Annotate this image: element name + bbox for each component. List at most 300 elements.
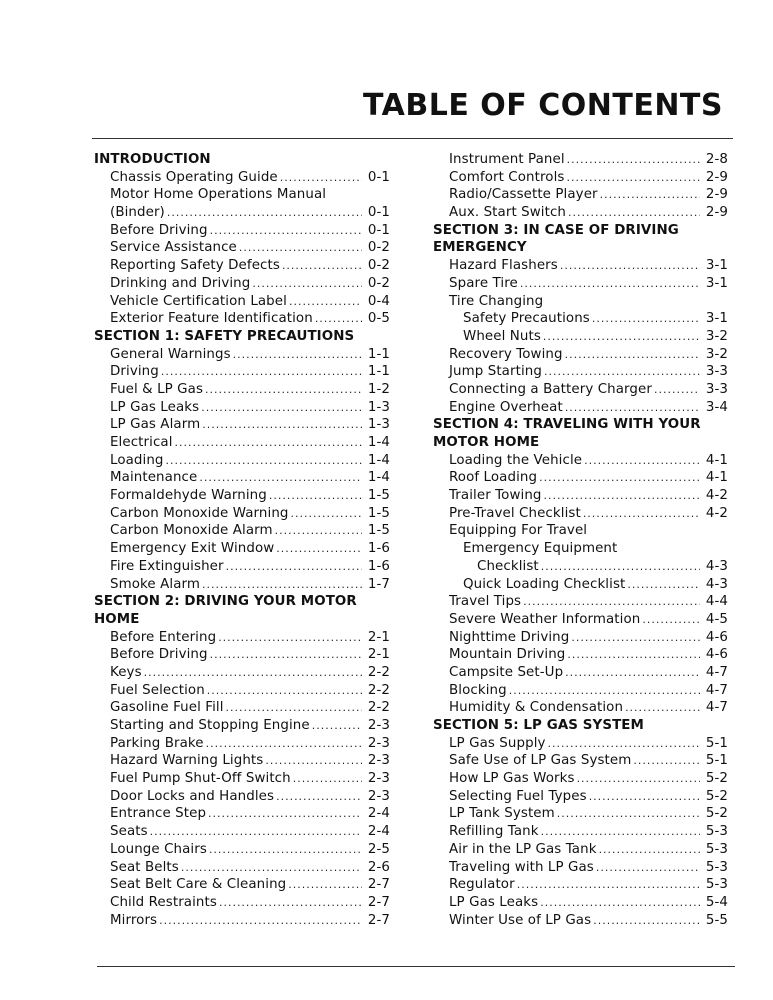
- toc-page-number: 1-6: [367, 541, 390, 557]
- toc-entry: [94, 346, 390, 364]
- toc-entry: [433, 593, 728, 611]
- toc-leader-dots: [291, 505, 362, 523]
- toc-page-number: 2-4: [367, 824, 390, 840]
- toc-entry-label: SECTION 4: TRAVELING WITH YOUR: [433, 417, 701, 433]
- toc-page-number: 1-5: [367, 488, 390, 504]
- toc-entry-label: Loading: [110, 452, 164, 468]
- page-title: TABLE OF CONTENTS: [363, 88, 723, 123]
- toc-page-number: 2-9: [705, 205, 728, 221]
- toc-entry-label: Trailer Towing: [449, 488, 542, 504]
- toc-page-number: 1-5: [367, 523, 390, 539]
- toc-leader-dots: [568, 204, 700, 222]
- toc-section-heading: [94, 151, 390, 169]
- toc-leader-dots: [282, 257, 362, 275]
- toc-entry: [94, 434, 390, 452]
- toc-leader-dots: [543, 328, 700, 346]
- toc-page-number: 4-2: [705, 488, 728, 504]
- toc-entry-label: Entrance Step: [110, 806, 207, 822]
- toc-leader-dots: [642, 611, 700, 629]
- toc-entry: [433, 505, 728, 523]
- toc-entry-label: Door Locks and Handles: [110, 788, 275, 804]
- toc-leader-dots: [207, 682, 362, 700]
- toc-entry: [433, 805, 728, 823]
- toc-entry-label: LP Tank System: [449, 806, 555, 822]
- toc-page-number: 3-2: [705, 346, 728, 362]
- toc-entry: [433, 469, 728, 487]
- toc-entry: [433, 186, 728, 204]
- toc-entry: [94, 646, 390, 664]
- toc-page-number: 2-4: [367, 806, 390, 822]
- toc-entry-label: Jump Starting: [449, 364, 542, 380]
- toc-entry-label: Engine Overheat: [449, 399, 563, 415]
- toc-page-number: 2-3: [367, 788, 390, 804]
- toc-leader-dots: [600, 186, 700, 204]
- toc-entry-label: Wheel Nuts: [463, 328, 541, 344]
- toc-entry-label: Severe Weather Information: [449, 611, 641, 627]
- toc-page-number: 0-1: [367, 169, 390, 185]
- toc-entry: [94, 186, 390, 204]
- toc-leader-dots: [166, 452, 362, 470]
- toc-page-number: 4-7: [705, 664, 728, 680]
- toc-leader-dots: [517, 876, 700, 894]
- toc-entry: [433, 823, 728, 841]
- toc-entry-label: EMERGENCY: [433, 240, 527, 256]
- toc-page-number: 3-1: [705, 258, 728, 274]
- toc-page-number: 4-6: [705, 629, 728, 645]
- toc-entry-label: Before Entering: [110, 629, 217, 645]
- toc-entry: [94, 257, 390, 275]
- toc-entry-label: Air in the LP Gas Tank: [449, 841, 597, 857]
- toc-section-heading: [433, 239, 728, 257]
- toc-entry: [94, 770, 390, 788]
- toc-page-number: 2-7: [367, 912, 390, 928]
- toc-leader-dots: [596, 859, 700, 877]
- toc-entry-label: Pre-Travel Checklist: [449, 505, 581, 521]
- toc-leader-dots: [181, 859, 362, 877]
- toc-entry-label: Equipping For Travel: [449, 523, 588, 539]
- toc-entry: [433, 682, 728, 700]
- toc-entry: [94, 487, 390, 505]
- toc-page-number: 5-3: [705, 824, 728, 840]
- toc-entry-label: How LP Gas Works: [449, 771, 575, 787]
- toc-leader-dots: [218, 629, 362, 647]
- toc-page-number: 3-3: [705, 364, 728, 380]
- toc-page-number: 2-9: [705, 187, 728, 203]
- toc-entry-label: LP Gas Leaks: [110, 399, 200, 415]
- toc-leader-dots: [593, 912, 700, 930]
- toc-entry-label: Seat Belts: [110, 859, 179, 875]
- toc-leader-dots: [625, 699, 700, 717]
- toc-entry-label: Checklist: [477, 558, 539, 574]
- toc-entry: [433, 487, 728, 505]
- toc-entry: [433, 328, 728, 346]
- toc-entry-label: Selecting Fuel Types: [449, 788, 587, 804]
- toc-page-number: 2-1: [367, 647, 390, 663]
- toc-leader-dots: [548, 735, 700, 753]
- toc-page-number: 1-5: [367, 505, 390, 521]
- toc-entry-label: SECTION 2: DRIVING YOUR MOTOR: [94, 594, 357, 610]
- toc-entry-label: Blocking: [449, 682, 507, 698]
- toc-entry: [433, 558, 728, 576]
- toc-leader-dots: [144, 664, 362, 682]
- toc-entry-label: Smoke Alarm: [110, 576, 201, 592]
- toc-leader-dots: [633, 752, 700, 770]
- toc-leader-dots: [540, 894, 700, 912]
- toc-entry-label: Electrical: [110, 435, 173, 450]
- toc-entry-label: Connecting a Battery Charger: [449, 381, 652, 397]
- toc-leader-dots: [565, 399, 700, 417]
- toc-entry-label: Quick Loading Checklist: [463, 576, 626, 592]
- toc-page-number: 1-3: [367, 399, 390, 415]
- toc-leader-dots: [565, 664, 700, 682]
- toc-entry-label: Aux. Start Switch: [449, 205, 567, 221]
- toc-entry-label: Exterior Feature Identification: [110, 311, 313, 327]
- toc-entry: [94, 222, 390, 240]
- toc-page-number: 3-2: [705, 328, 728, 344]
- toc-entry: [433, 399, 728, 417]
- toc-leader-dots: [541, 558, 700, 576]
- toc-entry-label: Safety Precautions: [463, 311, 590, 327]
- toc-leader-dots: [275, 522, 362, 540]
- toc-entry-label: Carbon Monoxide Alarm: [110, 523, 273, 539]
- toc-leader-dots: [583, 505, 700, 523]
- toc-leader-dots: [592, 310, 700, 328]
- toc-leader-dots: [567, 646, 700, 664]
- toc-page-number: 5-4: [705, 894, 728, 910]
- toc-entry: [94, 540, 390, 558]
- toc-leader-dots: [293, 770, 362, 788]
- toc-entry: [94, 876, 390, 894]
- toc-entry: [94, 735, 390, 753]
- toc-entry-label: Roof Loading: [449, 470, 538, 486]
- toc-page-number: 3-4: [705, 399, 728, 415]
- toc-entry-label: Before Driving: [110, 647, 208, 663]
- toc-page-number: 5-2: [705, 771, 728, 787]
- toc-page-number: 4-3: [705, 576, 728, 592]
- toc-page-number: 2-7: [367, 894, 390, 910]
- toc-entry: [94, 841, 390, 859]
- toc-entry: [433, 699, 728, 717]
- toc-entry: [94, 399, 390, 417]
- toc-leader-dots: [205, 381, 362, 399]
- toc-entry-label: MOTOR HOME: [433, 435, 540, 450]
- toc-entry: [94, 239, 390, 257]
- toc-leader-dots: [202, 576, 362, 594]
- toc-leader-dots: [654, 381, 700, 399]
- toc-page-number: 3-3: [705, 381, 728, 397]
- toc-leader-dots: [209, 841, 362, 859]
- toc-entry: [433, 735, 728, 753]
- toc-entry-label: Fuel & LP Gas: [110, 381, 204, 397]
- toc-entry-label: Comfort Controls: [449, 169, 565, 185]
- toc-leader-dots: [265, 752, 362, 770]
- toc-entry: [433, 381, 728, 399]
- toc-entry-label: Child Restraints: [110, 894, 217, 910]
- toc-entry: [433, 346, 728, 364]
- toc-leader-dots: [226, 699, 362, 717]
- toc-page-number: 4-1: [705, 452, 728, 468]
- toc-entry: [94, 416, 390, 434]
- toc-entry-label: Service Assistance: [110, 240, 237, 256]
- toc-entry-label: Traveling with LP Gas: [449, 859, 594, 875]
- toc-leader-dots: [557, 805, 700, 823]
- toc-entry-label: LP Gas Supply: [449, 735, 546, 751]
- toc-entry-label: Fuel Selection: [110, 682, 205, 698]
- toc-page-number: 1-3: [367, 417, 390, 433]
- toc-entry: [433, 452, 728, 470]
- toc-entry: [94, 859, 390, 877]
- toc-section-heading: [433, 222, 728, 240]
- toc-entry-label: Starting and Stopping Engine: [110, 718, 310, 733]
- toc-entry: [433, 894, 728, 912]
- toc-page-number: 0-4: [367, 293, 390, 309]
- toc-leader-dots: [520, 275, 700, 293]
- toc-page-number: 4-5: [705, 611, 728, 627]
- toc-entry: [433, 310, 728, 328]
- toc-entry-label: Reporting Safety Defects: [110, 258, 280, 274]
- toc-leader-dots: [312, 717, 362, 735]
- toc-leader-dots: [567, 151, 700, 169]
- toc-entry: [433, 169, 728, 187]
- toc-leader-dots: [210, 222, 362, 240]
- toc-entry-label: Hazard Warning Lights: [110, 753, 264, 769]
- toc-entry-label: Loading the Vehicle: [449, 452, 583, 468]
- toc-page-number: 0-2: [367, 258, 390, 274]
- toc-leader-dots: [544, 363, 700, 381]
- toc-leader-dots: [544, 487, 700, 505]
- toc-page-number: 2-2: [367, 700, 390, 716]
- toc-entry-label: Campsite Set-Up: [449, 664, 564, 680]
- top-divider: [92, 138, 733, 139]
- toc-page-number: 2-9: [705, 169, 728, 185]
- toc-section-heading: [433, 717, 728, 735]
- toc-page-number: 4-7: [705, 682, 728, 698]
- toc-leader-dots: [226, 558, 362, 576]
- toc-entry-label: Hazard Flashers: [449, 258, 558, 274]
- toc-entry-label: Emergency Equipment: [463, 541, 618, 557]
- toc-page-number: 0-2: [367, 240, 390, 256]
- toc-entry: [94, 576, 390, 594]
- toc-entry-label: Seat Belt Care & Cleaning: [110, 877, 287, 893]
- toc-entry: [433, 293, 728, 311]
- toc-leader-dots: [584, 452, 700, 470]
- toc-entry: [94, 310, 390, 328]
- toc-leader-dots: [599, 841, 700, 859]
- toc-leader-dots: [627, 576, 700, 594]
- toc-page-number: 1-4: [367, 435, 390, 450]
- toc-page-number: 1-4: [367, 452, 390, 468]
- toc-entry-label: Driving: [110, 364, 159, 380]
- toc-leader-dots: [252, 275, 362, 293]
- toc-page-number: 0-5: [367, 311, 390, 327]
- toc-page-number: 4-6: [705, 647, 728, 663]
- toc-page-number: 4-1: [705, 470, 728, 486]
- toc-page-number: 5-3: [705, 859, 728, 875]
- toc-entry-label: SECTION 5: LP GAS SYSTEM: [433, 718, 644, 733]
- toc-entry: [94, 204, 390, 222]
- toc-page-number: 1-2: [367, 381, 390, 397]
- toc-entry: [94, 293, 390, 311]
- toc-leader-dots: [201, 399, 362, 417]
- toc-page-number: 2-2: [367, 664, 390, 680]
- toc-entry-label: Refilling Tank: [449, 824, 539, 840]
- toc-entry-label: Regulator: [449, 877, 515, 893]
- toc-entry-label: Spare Tire: [449, 275, 518, 291]
- toc-leader-dots: [288, 876, 362, 894]
- toc-section-heading: [94, 593, 390, 611]
- toc-entry-label: LP Gas Leaks: [449, 894, 539, 910]
- toc-entry: [94, 823, 390, 841]
- toc-entry: [433, 876, 728, 894]
- toc-page-number: 5-2: [705, 788, 728, 804]
- toc-entry: [94, 452, 390, 470]
- toc-leader-dots: [565, 346, 700, 364]
- toc-leader-dots: [289, 293, 362, 311]
- toc-entry: [94, 717, 390, 735]
- toc-leader-dots: [560, 257, 700, 275]
- toc-page-number: 5-5: [705, 912, 728, 928]
- toc-entry-label: Nighttime Driving: [449, 629, 570, 645]
- toc-entry-label: Mountain Driving: [449, 647, 566, 663]
- toc-page-number: 2-3: [367, 771, 390, 787]
- toc-page-number: 1-7: [367, 576, 390, 592]
- toc-leader-dots: [206, 735, 362, 753]
- toc-page-number: 3-1: [705, 311, 728, 327]
- toc-entry-label: Keys: [110, 664, 142, 680]
- toc-entry: [94, 788, 390, 806]
- toc-entry: [94, 805, 390, 823]
- toc-page-number: 2-2: [367, 682, 390, 698]
- toc-entry-label: Winter Use of LP Gas: [449, 912, 592, 928]
- toc-page-number: 1-1: [367, 346, 390, 362]
- toc-leader-dots: [167, 204, 362, 222]
- toc-entry: [94, 363, 390, 381]
- toc-entry: [94, 752, 390, 770]
- toc-entry: [94, 558, 390, 576]
- toc-leader-dots: [233, 346, 362, 364]
- toc-entry: [433, 841, 728, 859]
- toc-entry-label: Travel Tips: [449, 594, 522, 610]
- toc-entry-label: Tire Changing: [449, 293, 544, 309]
- toc-leader-dots: [567, 169, 701, 187]
- toc-leader-dots: [577, 770, 700, 788]
- toc-page-number: 0-2: [367, 275, 390, 291]
- toc-entry-label: Seats: [110, 824, 148, 840]
- toc-page-number: 2-3: [367, 735, 390, 751]
- toc-page-number: 4-3: [705, 558, 728, 574]
- toc-leader-dots: [208, 805, 362, 823]
- toc-leader-dots: [276, 788, 362, 806]
- toc-page-number: 3-1: [705, 275, 728, 291]
- toc-page-number: 5-1: [705, 735, 728, 751]
- toc-entry: [433, 576, 728, 594]
- toc-right-column: [433, 151, 728, 929]
- toc-leader-dots: [202, 416, 362, 434]
- toc-entry: [433, 611, 728, 629]
- toc-page-number: 5-2: [705, 806, 728, 822]
- toc-leader-dots: [509, 682, 700, 700]
- toc-leader-dots: [571, 629, 700, 647]
- toc-page-number: 2-3: [367, 753, 390, 769]
- bottom-divider: [97, 966, 735, 967]
- toc-entry-label: General Warnings: [110, 346, 231, 362]
- toc-page-number: 4-4: [705, 594, 728, 610]
- toc-entry: [433, 752, 728, 770]
- toc-leader-dots: [150, 823, 362, 841]
- toc-entry: [94, 894, 390, 912]
- toc-entry-label: Vehicle Certification Label: [110, 293, 287, 309]
- toc-entry-label: HOME: [94, 611, 140, 627]
- toc-entry-label: Fire Extinguisher: [110, 558, 224, 574]
- toc-page-number: 2-3: [367, 718, 390, 733]
- toc-entry: [433, 664, 728, 682]
- toc-entry: [433, 912, 728, 930]
- toc-page-number: 2-1: [367, 629, 390, 645]
- toc-leader-dots: [280, 169, 362, 187]
- toc-entry-label: Recovery Towing: [449, 346, 563, 362]
- toc-entry: [94, 912, 390, 930]
- toc-entry: [94, 505, 390, 523]
- toc-entry: [94, 664, 390, 682]
- toc-entry: [433, 151, 728, 169]
- toc-page-number: 2-6: [367, 859, 390, 875]
- toc-section-heading: [94, 611, 390, 629]
- toc-entry: [94, 169, 390, 187]
- toc-entry: [433, 363, 728, 381]
- toc-entry-label: LP Gas Alarm: [110, 417, 201, 433]
- toc-entry: [433, 646, 728, 664]
- toc-entry-label: INTRODUCTION: [94, 152, 211, 167]
- toc-entry-label: Radio/Cassette Player: [449, 187, 598, 203]
- toc-page-number: 0-1: [367, 222, 390, 238]
- toc-leader-dots: [175, 434, 362, 452]
- toc-leader-dots: [315, 310, 362, 328]
- toc-entry: [433, 275, 728, 293]
- toc-leader-dots: [589, 788, 700, 806]
- toc-page-number: 2-7: [367, 877, 390, 893]
- toc-entry-label: Fuel Pump Shut-Off Switch: [110, 771, 291, 787]
- toc-entry-label: Humidity & Condensation: [449, 700, 624, 716]
- toc-entry: [94, 682, 390, 700]
- toc-entry: [433, 859, 728, 877]
- toc-entry: [433, 540, 728, 558]
- toc-page-number: 5-3: [705, 877, 728, 893]
- toc-entry-label: Safe Use of LP Gas System: [449, 753, 632, 769]
- toc-entry-label: SECTION 3: IN CASE OF DRIVING: [433, 222, 679, 238]
- toc-page-number: 4-2: [705, 505, 728, 521]
- toc-page-number: 2-5: [367, 841, 390, 857]
- toc-entry-label: Parking Brake: [110, 735, 204, 751]
- toc-page-number: 4-7: [705, 700, 728, 716]
- toc-leader-dots: [539, 469, 700, 487]
- toc-entry-label: Gasoline Fuel Fill: [110, 700, 224, 716]
- toc-leader-dots: [219, 894, 362, 912]
- toc-entry: [94, 629, 390, 647]
- toc-left-column: [94, 151, 390, 929]
- toc-leader-dots: [210, 646, 362, 664]
- toc-entry-label: Instrument Panel: [449, 152, 565, 167]
- toc-entry: [433, 204, 728, 222]
- toc-entry-label: Emergency Exit Window: [110, 541, 275, 557]
- toc-leader-dots: [269, 487, 362, 505]
- toc-entry-label: Carbon Monoxide Warning: [110, 505, 289, 521]
- toc-entry: [94, 469, 390, 487]
- toc-page-number: 5-1: [705, 753, 728, 769]
- toc-page-number: 5-3: [705, 841, 728, 857]
- toc-leader-dots: [276, 540, 362, 558]
- toc-entry-label: Lounge Chairs: [110, 841, 207, 857]
- toc-section-heading: [433, 434, 728, 452]
